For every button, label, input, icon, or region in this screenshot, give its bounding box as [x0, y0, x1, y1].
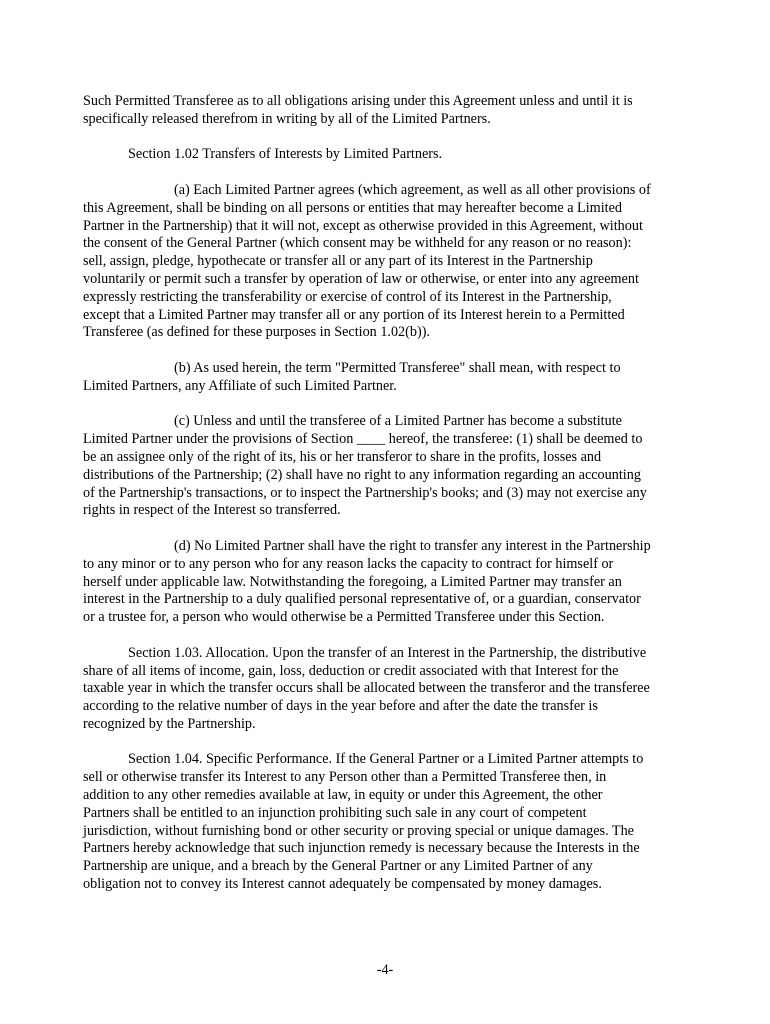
text-line: Such Permitted Transferee as to all obligations arising under this Agreement unless and until it is: [83, 93, 633, 109]
text-line: voluntarily or permit such a transfer by operation of law or otherwise, or enter into any agreement: [83, 270, 639, 287]
text-line: Partner in the Partnership) that it will not, except as otherwise provided in this Agreement, without: [83, 217, 643, 234]
text-line: (b) As used herein, the term "Permitted Transferee" shall mean, with respect to: [174, 359, 621, 376]
text-line: rights in respect of the Interest so transferred.: [83, 502, 341, 519]
text-line: jurisdiction, without furnishing bond or other security or proving special or unique damages. The: [83, 822, 634, 839]
text-line: specifically released therefrom in writing by all of the Limited Partners.: [83, 110, 491, 127]
document-body: [83, 93, 693, 912]
text-line: Transferee (as defined for these purposes in Section 1.02(b)).: [83, 324, 430, 341]
paragraph-intro: [83, 93, 693, 129]
text-line: this Agreement, shall be binding on all persons or entities that may hereafter become a Limited: [83, 199, 622, 216]
section-heading: Section 1.02 Transfers of Interests by Limited Partners.: [128, 146, 443, 163]
paragraph-1-02-a: [83, 182, 693, 342]
text-line: Partnership are unique, and a breach by the General Partner or any Limited Partner of any: [83, 858, 593, 875]
text-line: Section 1.03. Allocation. Upon the transfer of an Interest in the Partnership, the distributive: [128, 644, 647, 661]
text-line: obligation not to convey its Interest cannot adequately be compensated by money damages.: [83, 876, 602, 893]
text-line: sell, assign, pledge, hypothecate or transfer all or any part of its Interest in the Partnership: [83, 253, 593, 270]
text-line: interest in the Partnership to a duly qualified personal representative of, or a guardian, conservator: [83, 591, 641, 608]
text-line: addition to any other remedies available at law, in equity or under this Agreement, the other: [83, 787, 603, 804]
text-line: except that a Limited Partner may transfer all or any portion of its Interest herein to a Permitted: [83, 306, 625, 323]
paragraph-1-02-d: [83, 538, 693, 627]
text-line: according to the relative number of days in the year before and after the date the transfer is: [83, 698, 598, 715]
section-1-02-heading: [83, 146, 693, 164]
paragraph-1-03: [83, 645, 693, 734]
text-line: Limited Partners, any Affiliate of such Limited Partner.: [83, 377, 397, 394]
paragraph-1-02-c: [83, 413, 693, 520]
text-line: expressly restricting the transferability or exercise of control of its Interest in the Partnership,: [83, 288, 612, 305]
text-line: recognized by the Partnership.: [83, 715, 256, 732]
text-line: Partners shall be entitled to an injunction prohibiting such sale in any court of competent: [83, 804, 587, 821]
text-line: Limited Partner under the provisions of Section ____ hereof, the transferee: (1) shall be deemed to: [83, 431, 643, 448]
text-line: (d) No Limited Partner shall have the right to transfer any interest in the Partnership: [174, 537, 651, 554]
text-line: to any minor or to any person who for any reason lacks the capacity to contract for himself or: [83, 555, 614, 572]
text-line: or a trustee for, a person who would otherwise be a Permitted Transferee under this Section.: [83, 609, 605, 626]
text-line: Partners hereby acknowledge that such injunction remedy is necessary because the Interests in the: [83, 840, 640, 857]
text-line: (c) Unless and until the transferee of a Limited Partner has become a substitute: [174, 413, 622, 430]
text-line: taxable year in which the transfer occurs shall be allocated between the transferor and the transferee: [83, 680, 650, 697]
paragraph-1-04: [83, 751, 693, 893]
text-line: the consent of the General Partner (which consent may be withheld for any reason or no reason):: [83, 235, 632, 252]
text-line: be an assignee only of the right of its, his or her transferor to share in the profits, losses and: [83, 448, 602, 465]
paragraph-1-02-b: [83, 360, 693, 396]
text-line: share of all items of income, gain, loss, deduction or credit associated with that Interest for the: [83, 662, 619, 679]
text-line: (a) Each Limited Partner agrees (which agreement, as well as all other provisions of: [174, 181, 651, 198]
text-line: sell or otherwise transfer its Interest to any Person other than a Permitted Transferee then, in: [83, 769, 607, 786]
text-line: distributions of the Partnership; (2) shall have no right to any information regarding an accounting: [83, 466, 641, 483]
page-number: -4-: [376, 962, 394, 978]
text-line: Section 1.04. Specific Performance. If the General Partner or a Limited Partner attempts to: [128, 751, 644, 768]
text-line: of the Partnership's transactions, or to inspect the Partnership's books; and (3) may not exercise any: [83, 484, 647, 501]
text-line: herself under applicable law. Notwithstanding the foregoing, a Limited Partner may transfer an: [83, 573, 622, 590]
